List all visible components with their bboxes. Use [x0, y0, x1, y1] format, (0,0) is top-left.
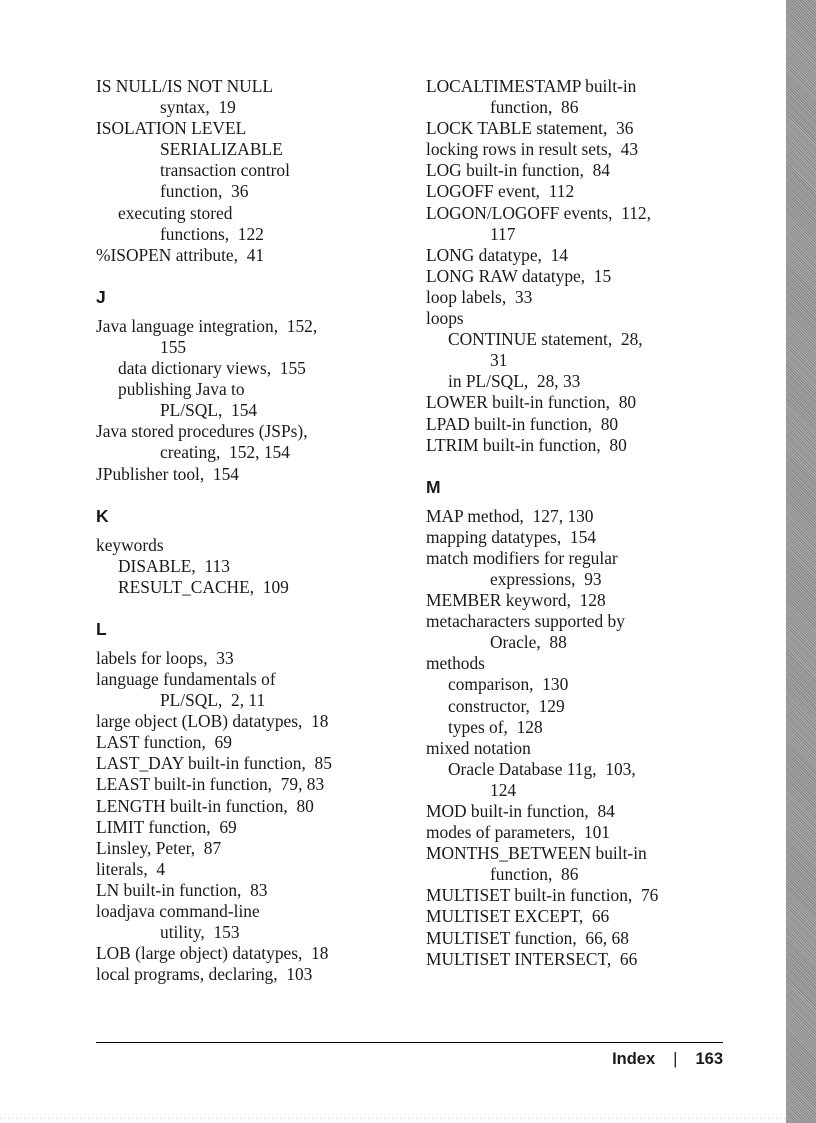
index-entry: %ISOPEN attribute, 41	[96, 244, 265, 265]
index-entry: LONG RAW datatype, 15	[426, 265, 612, 286]
bottom-scan-line	[0, 1118, 786, 1119]
index-entry-continuation: 117	[490, 223, 516, 244]
index-entry: LOCALTIMESTAMP built-in	[426, 76, 637, 96]
index-entry: metacharacters supported by	[426, 611, 625, 632]
index-entry: MULTISET INTERSECT, 66	[426, 948, 638, 969]
index-entry-continuation: 124	[490, 779, 517, 800]
index-entry: methods	[426, 653, 485, 674]
footer-rule	[96, 1042, 723, 1043]
page-number: 163	[695, 1050, 723, 1068]
index-subentry: Oracle Database 11g, 103,	[448, 758, 636, 779]
index-entry-continuation: creating, 152, 154	[160, 442, 290, 463]
index-subentry: publishing Java to	[118, 379, 245, 400]
index-entry: MULTISET function, 66, 68	[426, 927, 629, 948]
index-entry: MOD built-in function, 84	[426, 801, 615, 821]
index-entry-continuation: syntax, 19	[160, 97, 236, 118]
index-entry-continuation: function, 36	[160, 181, 249, 202]
index-column-left	[96, 76, 406, 985]
index-entry: LTRIM built-in function, 80	[426, 434, 627, 455]
index-subentry: in PL/SQL, 28, 33	[448, 371, 581, 392]
index-subentry: constructor, 129	[448, 695, 565, 716]
index-entry-continuation: utility, 153	[160, 922, 240, 943]
index-entry-continuation: functions, 122	[160, 223, 264, 244]
index-entry: locking rows in result sets, 43	[426, 139, 639, 160]
index-entry: LEAST built-in function, 79, 83	[96, 774, 325, 795]
index-entry: loops	[426, 308, 464, 329]
index-entry: mapping datatypes, 154	[426, 526, 597, 547]
index-entry-continuation: function, 86	[490, 97, 579, 118]
index-entry-continuation: PL/SQL, 2, 11	[160, 690, 266, 711]
index-entry-continuation: transaction control	[160, 160, 290, 181]
index-entry: LOGOFF event, 112	[426, 181, 575, 202]
index-subentry: comparison, 130	[448, 674, 569, 695]
index-entry: MAP method, 127, 130	[426, 505, 594, 526]
footer-separator: |	[673, 1050, 678, 1068]
index-subentry: CONTINUE statement, 28,	[448, 329, 643, 350]
index-entry: LN built-in function, 83	[96, 879, 268, 900]
index-entry: LOG built-in function, 84	[426, 160, 611, 181]
index-entry: JPublisher tool, 154	[96, 463, 239, 484]
index-entry: LPAD built-in function, 80	[426, 413, 619, 434]
section-letter-heading: L	[96, 618, 107, 639]
index-entry: MULTISET built-in function, 76	[426, 885, 659, 906]
index-entry-continuation: expressions, 93	[490, 568, 602, 589]
index-subentry: DISABLE, 113	[118, 555, 230, 576]
index-entry-continuation: 31	[490, 350, 508, 371]
section-letter-heading: K	[96, 505, 109, 526]
index-subentry: executing stored	[118, 202, 233, 223]
index-entry: large object (LOB) datatypes, 18	[96, 711, 329, 732]
index-entry: Java language integration, 152,	[96, 315, 318, 336]
index-entry: LOB (large object) datatypes, 18	[96, 943, 329, 964]
index-entry: LONG datatype, 14	[426, 244, 568, 265]
index-subentry: data dictionary views, 155	[118, 358, 306, 379]
index-entry: ISOLATION LEVEL	[96, 118, 247, 139]
section-letter-heading: J	[96, 286, 106, 307]
index-entry-continuation: Oracle, 88	[490, 632, 567, 653]
index-entry: LOWER built-in function, 80	[426, 392, 637, 413]
index-entry: LOGON/LOGOFF events, 112,	[426, 202, 651, 223]
index-entry: LAST function, 69	[96, 732, 232, 753]
index-entry-continuation: PL/SQL, 154	[160, 400, 258, 421]
index-entry: LIMIT function, 69	[96, 816, 237, 837]
index-entry: mixed notation	[426, 737, 531, 758]
index-entry: literals, 4	[96, 858, 166, 879]
section-letter-heading: M	[426, 476, 441, 497]
index-subentry: RESULT_CACHE, 109	[118, 576, 289, 597]
index-entry: IS NULL/IS NOT NULL	[96, 76, 273, 96]
index-entry: match modifiers for regular	[426, 547, 618, 568]
page-edge-shadow	[786, 0, 816, 1123]
index-entry: Linsley, Peter, 87	[96, 837, 222, 858]
index-entry-continuation: 155	[160, 336, 187, 357]
index-entry: language fundamentals of	[96, 668, 276, 689]
index-entry: Java stored procedures (JSPs),	[96, 421, 308, 442]
index-entry: keywords	[96, 534, 164, 555]
index-entry-continuation: SERIALIZABLE	[160, 139, 283, 160]
footer-section-label: Index	[612, 1050, 656, 1068]
index-entry: loadjava command-line	[96, 901, 260, 921]
index-entry-continuation: function, 86	[490, 864, 579, 885]
index-entry: LENGTH built-in function, 80	[96, 795, 314, 816]
index-entry: MEMBER keyword, 128	[426, 590, 606, 611]
index-entry: LAST_DAY built-in function, 85	[96, 753, 332, 774]
index-column-right	[426, 76, 746, 970]
index-entry: loop labels, 33	[426, 286, 533, 307]
index-entry: labels for loops, 33	[96, 647, 234, 668]
index-entry: MULTISET EXCEPT, 66	[426, 906, 610, 927]
index-entry: LOCK TABLE statement, 36	[426, 118, 634, 139]
index-entry: local programs, declaring, 103	[96, 964, 313, 985]
index-subentry: types of, 128	[448, 716, 543, 737]
page-footer	[612, 1048, 723, 1070]
index-entry: MONTHS_BETWEEN built-in	[426, 843, 647, 864]
index-entry: modes of parameters, 101	[426, 822, 610, 843]
